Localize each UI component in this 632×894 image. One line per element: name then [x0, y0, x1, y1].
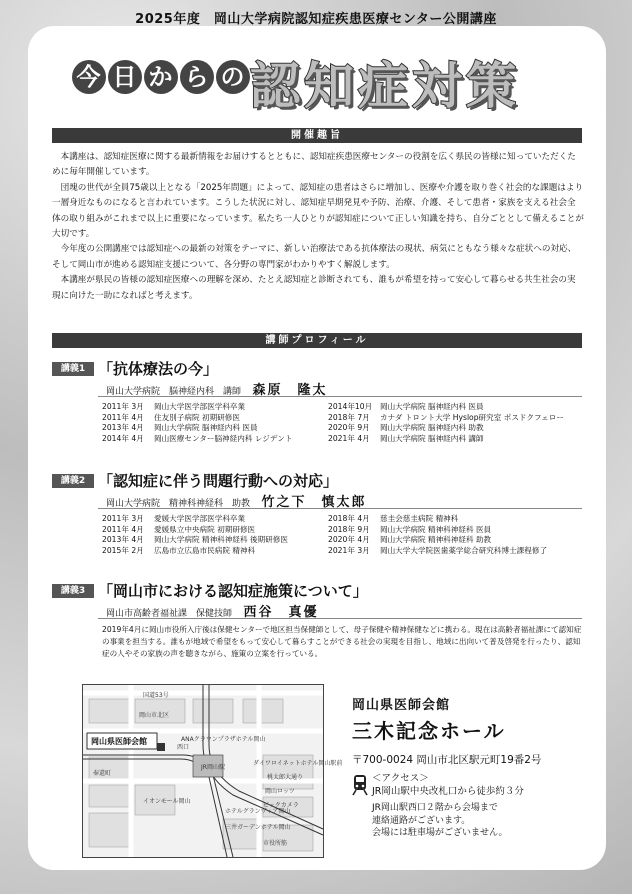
map-label: 西口	[177, 744, 190, 751]
map-label: 岡山市北区	[139, 712, 170, 719]
map-label: 三井ガーデンホテル岡山	[225, 824, 291, 831]
access-map	[82, 684, 343, 858]
map-label: イオンモール岡山	[143, 798, 191, 805]
lecture-title: 「認知症に伴う問題行動への対応」	[98, 472, 339, 490]
speaker-name: 竹之下 慎太郎	[261, 495, 367, 510]
lecture-title: 「抗体療法の今」	[98, 360, 219, 378]
lecture-badge: 講義3	[52, 584, 94, 598]
lecture-3	[52, 580, 584, 670]
title-prefix	[72, 60, 252, 94]
map-label: JR岡山駅	[201, 764, 225, 771]
career-right	[328, 514, 547, 556]
purpose-paragraph: 本講座は、認知症医療に関する最新情報をお届けするとともに、認知症疾患医療センターの役割を広く県民の皆様に知っていただくために毎年開催しています。	[52, 152, 576, 178]
speaker-name: 森原 隆太	[252, 383, 328, 398]
map-label: 国道53号	[143, 692, 169, 699]
access-note: JR岡山駅西口２階から会場まで	[372, 803, 498, 813]
lecture-badge: 講義2	[52, 474, 94, 488]
map-graphic	[83, 685, 343, 857]
map-venue-label: 岡山県医師会館	[91, 737, 147, 746]
speaker-affiliation: 岡山大学病院 脳神経内科 講師	[106, 387, 242, 397]
purpose-paragraph: 本講座が県民の皆様の認知症医療への理解を深め、たとえ認知症と診断されても、誰もが希望を持って安心して暮らせる共生社会の実現に向けた一助になればと考えます。	[52, 275, 576, 301]
venue-hall: 三木記念ホール	[352, 719, 506, 743]
lecture-badge: 講義1	[52, 362, 94, 376]
title-char: 今	[72, 60, 106, 94]
map-label: ANAクラウンプラザホテル岡山	[181, 736, 266, 743]
venue-info	[352, 694, 592, 767]
lecture-title: 「岡山市における認知症施策について」	[98, 582, 368, 600]
career-row: 2018年 7月 カナダ トロント大学 Hyslop研究室 ポスドクフェロー	[328, 412, 564, 422]
career-row: 2011年 4月 住友別子病院 初期研修医	[102, 412, 240, 422]
section-header-purpose: 開催趣旨	[52, 128, 582, 143]
career-row: 2011年 4月 愛媛県立中央病院 初期研修医	[102, 524, 256, 534]
map-label: ホテルグランヴィア岡山	[225, 808, 291, 815]
career-row: 2011年 3月 愛媛大学医学部医学科卒業	[102, 514, 246, 523]
career-row: 2011年 3月 岡山大学医学部医学科卒業	[102, 402, 246, 411]
section-header-profile: 講師プロフィール	[52, 333, 582, 348]
map-label: ダイワロイネットホテル岡山駅前	[253, 760, 343, 767]
career-row: 2013年 4月 岡山大学病院 精神科神経科 後期研修医	[102, 535, 288, 545]
career-row: 2020年 4月 岡山大学病院 精神科神経科 助教	[328, 535, 492, 545]
career-right	[328, 402, 564, 444]
venue-address: 〒700-0024 岡山市北区駅元町19番2号	[352, 754, 542, 766]
title-char: の	[216, 60, 250, 94]
title-char: か	[144, 60, 178, 94]
career-row: 2020年 9月 岡山大学病院 脳神経内科 助教	[328, 423, 484, 433]
access-route: JR岡山駅中央改札口から徒歩約３分	[372, 786, 524, 797]
access-note: 会場には駐車場がございません。	[372, 828, 508, 838]
purpose-paragraph: 今年度の公開講座では認知症への最新の対策をテーマに、新しい治療法である抗体療法の現状、病気にともなう様々な症状への対応、そして岡山市が進める認知症支援について、各分野の専門家がわかりやすく解説します。	[52, 244, 577, 270]
map-label: 桃太郎大通り	[267, 774, 304, 781]
title-main-text: 認知症対策	[250, 57, 520, 115]
train-icon	[352, 774, 368, 796]
speaker-affiliation: 岡山市高齢者福祉課 保健技師	[106, 609, 233, 619]
lecture-2	[52, 470, 584, 570]
access-note: 連絡通路がございます。	[372, 815, 471, 826]
access-info	[352, 772, 602, 840]
career-row: 2021年 4月 岡山大学病院 脳神経内科 講師	[328, 433, 484, 443]
career-row: 2014年10月 岡山大学病院 脳神経内科 医員	[328, 402, 484, 411]
career-row: 2021年 3月 岡山大学大学院医歯薬学総合研究科博士課程修了	[328, 545, 548, 555]
purpose-paragraph: 団塊の世代が全員75歳以上となる「2025年問題」によって、認知症の患者はさらに増加し、医療や介護を取り巻く社会的な課題はより一層身近なものになると言われています。こうした状況に対し、認知症早期発見や予防、治療、介護、そして患者・家族を支える社会全体の取り組みがこれまで以上に重要になっています。私たち一人ひとりが認知症について正しい知識を持ち、自分ごととして備えることが大切です。	[52, 182, 584, 240]
career-row: 2014年 4月 岡山医療センター脳神経内科 レジデント	[102, 433, 293, 443]
divider	[98, 618, 582, 619]
map-label: 市役所筋	[263, 840, 288, 847]
access-label: ＜アクセス＞	[372, 773, 429, 784]
career-left	[102, 402, 292, 444]
career-row: 2018年 9月 岡山大学病院 精神科神経科 医員	[328, 524, 492, 534]
organizer-heading: 2025年度 岡山大学病院認知症疾患医療センター公開講座	[135, 12, 497, 27]
speaker-name: 西谷 真優	[243, 605, 319, 620]
divider	[98, 396, 582, 397]
venue-name: 岡山県医師会館	[352, 698, 451, 713]
lecture-1	[52, 358, 584, 458]
speaker-affiliation: 岡山大学病院 精神科神経科 助教	[106, 499, 251, 509]
map-label: 岡山ロッツ	[265, 788, 295, 795]
map-label: 奉還町	[93, 770, 112, 777]
main-title	[58, 46, 578, 115]
map-label: ビックカメラ	[263, 802, 299, 809]
title-char: ら	[180, 60, 214, 94]
title-char: 日	[108, 60, 142, 94]
access-notes	[372, 802, 602, 840]
career-row: 2015年 2月 広島市立広島市民病院 精神科	[102, 545, 256, 555]
divider	[98, 508, 582, 509]
speaker-description: 2019年4月に岡山市役所入庁後は保健センターで地区担当保健師として、母子保健や精神保健などに携わる。現在は高齢者福祉課にて認知症の事業を担当する。誰もが地域で希望をもって安心して暮らすことができる社会の実現を目指し、地域に出向いて普及啓発を行ったり、認知症の人やその家族の声を聴きながら、施策の立案を行っている。	[102, 625, 582, 658]
purpose-text	[52, 150, 584, 304]
career-row: 2018年 4月 慈圭会慈圭病院 精神科	[328, 514, 459, 523]
career-left	[102, 514, 288, 556]
career-row: 2013年 4月 岡山大学病院 脳神経内科 医員	[102, 423, 258, 433]
